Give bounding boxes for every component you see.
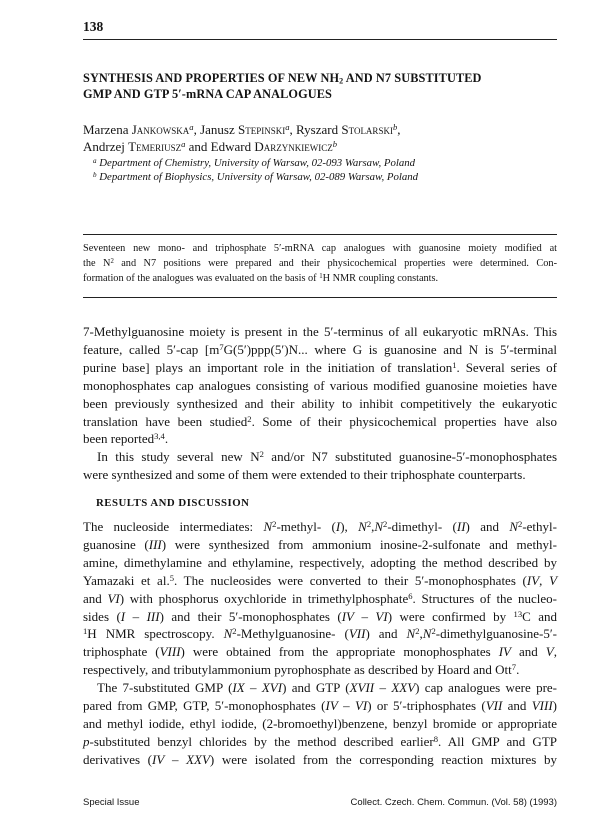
introduction-text [83,323,557,484]
body-line: feature, called 5′-cap [$m^7G(5')ppp(5')N$... where G is guanosine and N is 5′-terminal [83,341,557,357]
body-line: pared from GMP, GTP, 5′-monophosphates (IV – VI) or 5′-triphosphates (VII and VIII) [83,698,557,714]
affiliation-line: $^a$ Department of Chemistry, University of Warsaw, 02-093 Warsaw, Poland [93,156,416,169]
body-line: purine base] plays an important role in the initiation of translation$^1$. Several series of [83,359,557,375]
footer-issue: Special Issue [83,797,140,808]
affiliations [93,156,557,184]
abstract-line: the $N^2$ and N7 positions were prepared and their physicochemical properties were determined. Con- [83,257,557,269]
body-line: been previously synthesized and their ability to inhibit competitively the eukaryotic [83,395,557,411]
body-line: monophosphates cap analogues consisting of various modified guanosine moieties have [83,377,557,393]
body-line: and methyl iodide, ethyl iodide, (2-bromoethyl)benzene, benzyl bromide or appropriate [83,715,557,731]
section-heading: RESULTS AND DISCUSSION [96,497,250,509]
abstract-bottom-rule [83,297,557,298]
title-line: SYNTHESIS AND PROPERTIES OF NEW $NH_2$ AND N7 SUBSTITUTED [83,71,482,86]
author-list [83,121,557,155]
body-line: guanosine (III) were synthesized from ammonium inosine-2-sulfonate and methyl- [83,536,557,552]
abstract-line: Seventeen new mono- and triphosphate 5′-mRNA cap analogues with guanosine moiety modified at [83,243,557,254]
body-line: The nucleoside intermediates: $N^2-methyl-$ (I), $N^2,N^2-dimethyl-$ (II) and $N^2-ethyl-$ [83,519,557,534]
body-line: respectively, and tributylammonium pyrophosphate as described by Hoard and Ott$^7$. [83,662,520,678]
author-line: Andrzej Temeriusz$^a$ and Edward Darzynkiewicz$^b$ [83,139,337,154]
body-line: were synthesized and some of them were extended to their triphosphate counterparts. [83,467,526,483]
abstract-line: formation of the analogues was evaluated on the basis of $^1$H NMR coupling constants. [83,272,439,284]
body-line: 7-Methylguanosine moiety is present in the 5′-terminus of all eukaryotic mRNAs. This [83,324,557,339]
body-line: Yamazaki et al.$^5$. The nucleosides were converted to their 5′-monophosphates (IV, V [83,572,558,588]
header-rule [83,39,557,40]
body-line: been reported$^{3,4}$. [83,431,169,447]
results-text [83,518,557,769]
page-number: 138 [83,19,104,34]
author-line: Marzena Jankowska$^a$, Janusz Stepinski$^a$, Ryszard Stolarski$^b$, [83,122,401,137]
body-line: amine, dimethylamine and ethylamine, respectively, adopting the method described by [83,554,557,570]
body-line: In this study several new $N^2$ and/or N7 substituted guanosine-5′-monophosphates [97,449,558,465]
body-line: The 7-substituted GMP (IX – XVI) and GTP (XVII – XXV) cap analogues were pre- [97,680,558,696]
body-line: sides (I – III) and their 5′-monophosphates (IV – VI) were confirmed by $^{13}$C and [83,608,558,624]
body-line: translation have been studied$^2$. Some of their physicochemical properties have also [83,413,557,429]
article-title [83,70,557,102]
abstract [83,241,557,286]
affiliation-line: $^b$ Department of Biophysics, University of Warsaw, 02-089 Warsaw, Poland [93,170,419,183]
body-line: derivatives (IV – XXV) were isolated from the corresponding reaction mixtures by [83,751,557,767]
abstract-top-rule [83,234,557,235]
title-line: GMP AND GTP 5′-mRNA CAP ANALOGUES [83,87,332,101]
body-line: p-substituted benzyl chlorides by the method described earlier$^8$. All GMP and GTP [83,733,557,749]
body-line: and VI) with phosphorus oxychloride in trimethylphosphate$^6$. Structures of the nucleo- [83,590,558,606]
footer-citation: Collect. Czech. Chem. Commun. (Vol. 58) (1993) [350,797,557,808]
body-line: $^1$H NMR spectroscopy. $N^2-Methylguanosine-$ (VII) and $N^2,N^2-dimethylguanosine-5'-$ [83,626,557,642]
body-line: triphosphate (VIII) were obtained from the appropriate monophosphates IV and V, [83,644,557,660]
